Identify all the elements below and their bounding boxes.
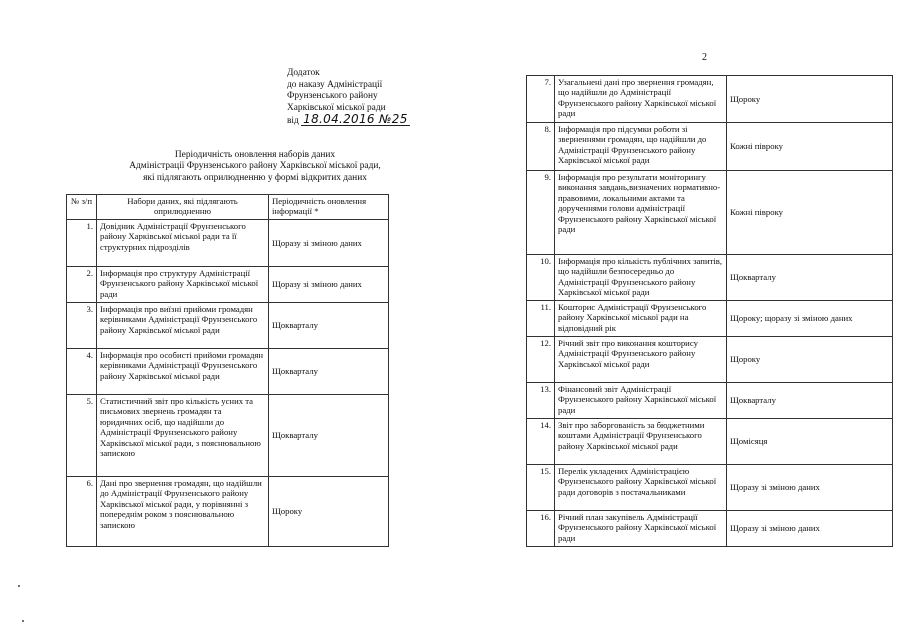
row-number: 2. [67, 267, 97, 303]
table-row [527, 419, 893, 465]
row-number: 14. [527, 419, 555, 465]
row-dataset: Узагальнені дані про звернення громадян, що надійшли до Адміністрації Фрунзенського району Харківської міської ради [555, 76, 727, 123]
row-frequency: Кожні півроку [727, 123, 893, 171]
row-frequency: Щокварталу [727, 383, 893, 419]
row-number: 13. [527, 383, 555, 419]
table-row [527, 76, 893, 123]
row-dataset: Інформація про результати моніторингу виконання завдань,визначених нормативно-правовими, локальними актами та дорученнями голови адміністрації Фрунзенського району Харківської міської ради [555, 171, 727, 255]
row-dataset: Перелік укладених Адміністрацією Фрунзенського району Харківської міської ради договорів з постачальниками [555, 465, 727, 511]
row-number: 6. [67, 477, 97, 547]
addendum-block [287, 68, 437, 128]
table-row [527, 255, 893, 301]
table-row [527, 511, 893, 547]
addendum-line: до наказу Адміністрації [287, 79, 383, 90]
table-row [527, 465, 893, 511]
date-prefix: від [287, 116, 299, 127]
table-row [67, 267, 389, 303]
table-row [67, 220, 389, 267]
page-number: 2 [702, 52, 707, 63]
row-frequency: Щокварталу [269, 349, 389, 395]
row-number: 5. [67, 395, 97, 477]
row-number: 15. [527, 465, 555, 511]
table-row [67, 477, 389, 547]
row-number: 9. [527, 171, 555, 255]
table-row [527, 301, 893, 337]
row-frequency: Щокварталу [269, 395, 389, 477]
title-line: Адміністрації Фрунзенського району Харківської міської ради, [129, 161, 381, 172]
row-frequency: Кожні півроку [727, 171, 893, 255]
datasets-table-left [66, 194, 389, 547]
row-dataset: Інформація про виїзні прийоми громадян керівниками Адміністрації Фрунзенського району Харківської міської ради [97, 303, 269, 349]
table-row [67, 395, 389, 477]
row-frequency: Щоразу зі зміною даних [269, 220, 389, 267]
row-frequency: Щороку; щоразу зі зміною даних [727, 301, 893, 337]
row-number: 10. [527, 255, 555, 301]
row-dataset: Річний звіт про виконання кошторису Адміністрації Фрунзенського району Харківської міської ради [555, 337, 727, 383]
row-number: 8. [527, 123, 555, 171]
row-dataset: Річний план закупівель Адміністрації Фрунзенського району Харківської міської ради [555, 511, 727, 547]
addendum-date-line [287, 114, 437, 128]
addendum-line: Додаток [287, 68, 320, 78]
row-frequency: Щокварталу [269, 303, 389, 349]
table-header-row [67, 195, 389, 220]
row-number: 12. [527, 337, 555, 383]
header-dataset: Набори даних, які підлягають оприлюдненню [97, 195, 269, 220]
row-dataset: Звіт про заборгованість за бюджетними коштами Адміністрації Фрунзенського району Харківської міської ради [555, 419, 727, 465]
addendum-line: Фрунзенського району [287, 91, 378, 102]
scan-speck [22, 620, 24, 622]
row-dataset: Кошторис Адміністрації Фрунзенського району Харківської міської ради на відповідний рік [555, 301, 727, 337]
table-row [67, 303, 389, 349]
table-row [527, 123, 893, 171]
datasets-table-right [526, 75, 893, 547]
title-line: які підлягають оприлюдненню у формі відкритих даних [143, 172, 367, 183]
row-number: 3. [67, 303, 97, 349]
row-dataset: Дані про звернення громадян, що надійшли до Адміністрації Фрунзенського району Харківської міської ради, у порівнянні з попереднім роком з пояснювальною запискою [97, 477, 269, 547]
row-dataset: Фінансовий звіт Адміністрації Фрунзенського району Харківської міської ради [555, 383, 727, 419]
row-dataset: Інформація про підсумки роботи зі зверненнями громадян, що надійшли до Адміністрації Фрунзенського району Харківської міської ради [555, 123, 727, 171]
row-dataset: Інформація про структуру Адміністрації Фрунзенського району Харківської міської ради [97, 267, 269, 303]
header-frequency: Періодичність оновлення інформації * [269, 195, 389, 220]
row-frequency: Щокварталу [727, 255, 893, 301]
row-frequency: Щороку [727, 76, 893, 123]
scan-speck [18, 585, 20, 587]
header-number: № з/п [67, 195, 97, 220]
table-row [67, 349, 389, 395]
table-row [527, 383, 893, 419]
document-title [90, 150, 420, 184]
row-frequency: Щоразу зі зміною даних [727, 511, 893, 547]
row-frequency: Щоразу зі зміною даних [269, 267, 389, 303]
table-row [527, 171, 893, 255]
handwritten-date: 18.04.2016 №25 [303, 112, 408, 127]
row-frequency: Щороку [269, 477, 389, 547]
row-dataset: Інформація про особисті прийоми громадян керівниками Адміністрації Фрунзенського району Харківської міської ради [97, 349, 269, 395]
row-number: 1. [67, 220, 97, 267]
table-row [527, 337, 893, 383]
row-dataset: Довідник Адміністрації Фрунзенського району Харківської міської ради та її структурних підрозділів [97, 220, 269, 267]
row-number: 16. [527, 511, 555, 547]
addendum-line: Харківської міської ради [287, 102, 386, 113]
row-number: 11. [527, 301, 555, 337]
title-line: Періодичність оновлення наборів даних [174, 150, 336, 160]
row-frequency: Щомісяця [727, 419, 893, 465]
row-number: 4. [67, 349, 97, 395]
row-frequency: Щоразу зі зміною даних [727, 465, 893, 511]
row-dataset: Статистичний звіт про кількість усних та письмових звернень громадян та юридичних осіб, що надійшли до Адміністрації Фрунзенського району Харківської міської ради, з пояснювальною запискою [97, 395, 269, 477]
row-frequency: Щороку [727, 337, 893, 383]
row-dataset: Інформація про кількість публічних запитів, що надійшли безпосередньо до Адміністрації Фрунзенського району Харківської міської ради [555, 255, 727, 301]
row-number: 7. [527, 76, 555, 123]
